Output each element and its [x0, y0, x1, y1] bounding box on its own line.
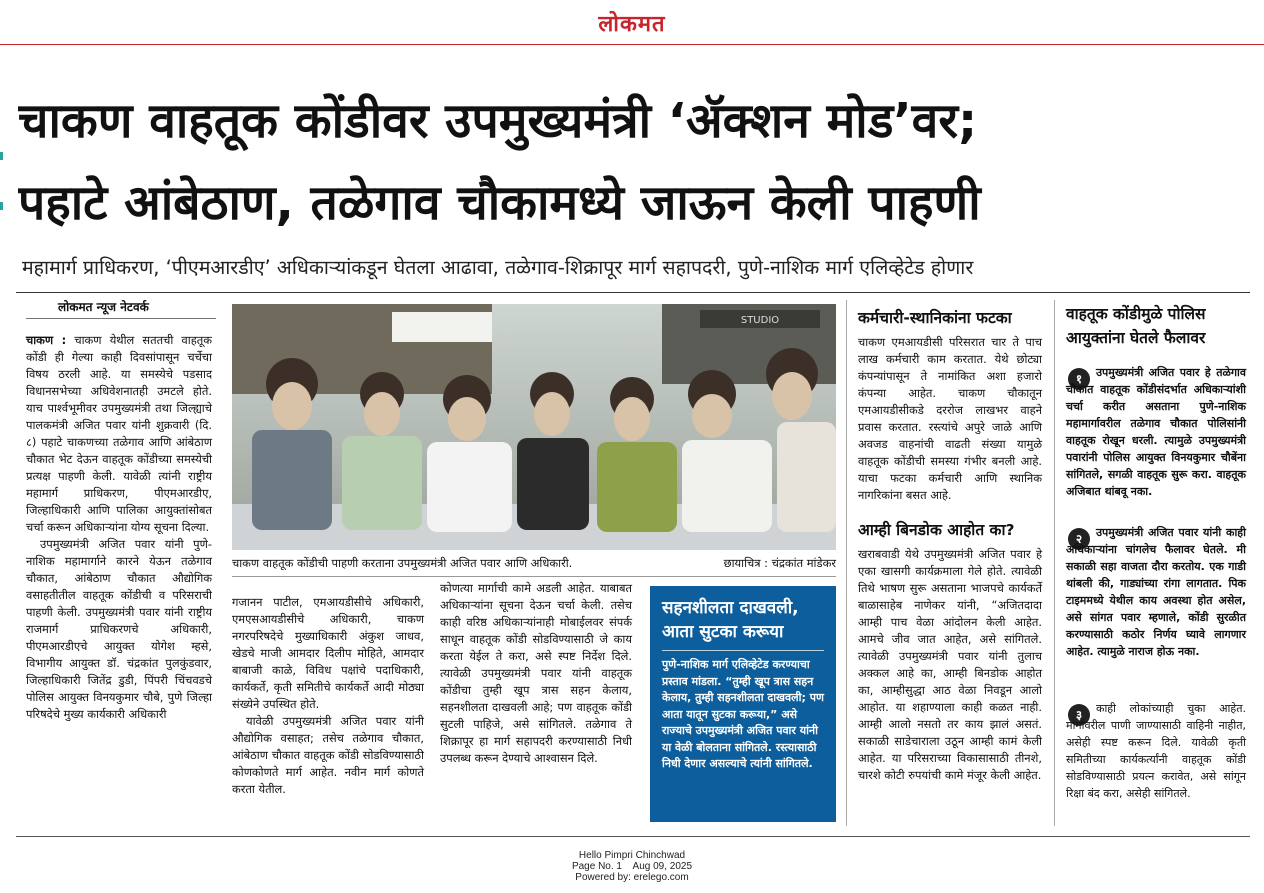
officials-inspection-image: [232, 304, 836, 550]
headline-line-2: पहाटे आंबेठाण, तळेगाव चौकामध्ये जाऊन केली पाहणी: [18, 175, 981, 231]
news-photo: [232, 304, 836, 550]
highlight-box-text: पुणे-नाशिक मार्ग एलिव्हेटेड करण्याचा प्रस्ताव मांडला. “तुम्ही खूप त्रास सहन केलाय, तुम्ही सहनशीलता दाखवली; पण आता यातून सुटका करूया,” असे राज्याचे उपमुख्यमंत्री अजित पवार यांनी या वेळी बोलताना सांगितले. रस्त्यासाठी निधी देणार असल्याचे त्यांनी सांगितले.: [662, 658, 824, 770]
caption-text: चाकण वाहतूक कोंडीची पाहणी करताना उपमुख्यमंत्री अजित पवार आणि अधिकारी.: [232, 556, 573, 570]
divider: [232, 576, 836, 577]
headline-line-1: चाकण वाहतूक कोंडीवर उपमुख्यमंत्री ‘ॲक्शन मोड’वर;: [18, 93, 978, 149]
article-paragraph: कोणत्या मार्गाची कामे अडली आहेत. याबाबत अधिकाऱ्यांना सूचना देऊन चर्चा केली. तसेच काही वरिष्ठ अधिकाऱ्यांनाही मोबाईलवर संपर्क साधून वाहतूक कोंडी सोडविण्यासाठी जे काय करता येईल ते करा, असे स्पष्ट निर्देश दिले. त्यावेळी उपमुख्यमंत्री पवार यांनी वाहतूक कोंडीचा तुम्ही खूप त्रास सहन केलाय, सहनशीलता दाखवली आहे; पण वाहतूक कोंडी सुटली पाहिजे, असे सांगितले. तळेगाव ते शिक्रापूर हा मार्ग सहापदरी करण्यासाठी निधी उपलब्ध करून देण्याचे आश्वासन दिले.: [440, 581, 632, 765]
edge-mark: [0, 152, 3, 160]
section-title: कर्मचारी-स्थानिकांना फटका: [858, 309, 1012, 327]
column-divider: [1054, 300, 1055, 826]
article-column-3: [440, 580, 632, 767]
numbered-point: उपमुख्यमंत्री अजित पवार यांनी काही अधिकाऱ्यांना चांगलेच फैलावर घेतले. मी सकाळी सहा वाजता दौरा करतोय. एक गाडी थांबली की, गाड्यांच्या रांगा लागतात. पिक टाइममध्ये येथील काय अवस्था होत असेल, असे सांगत पवार म्हणाले, कोंडी सुरळीत करण्यासाठी कठोर निर्णय घ्यावे लागणार आहेत. त्यामुळे नाराज होऊ नका.: [1066, 526, 1246, 658]
article-paragraph: गजानन पाटील, एमआयडीसीचे अधिकारी, एमएसआयडीसीचे अधिकारी, चाकण नगरपरिषदेचे मुख्याधिकारी अंकुश जाधव, खेडचे माजी आमदार दिलीप मोहिते, आमदार बाबाजी काळे, विविध पक्षांचे पदाधिकारी, कार्यकर्ते, कृती समितीचे कार्यकर्ते आदी मोठ्या संख्येने उपस्थित होते.: [232, 595, 424, 711]
article-paragraph: उपमुख्यमंत्री अजित पवार यांनी पुणे-नाशिक महामार्गाने कारने येऊन तळेगाव चौकात, आंबेठाण चौकात औद्योगिक वसाहतीतील वाहतूक कोंडीची व परिसराची पाहणी केली. उपमुख्यमंत्री पवार यांनी राष्ट्रीय राजमार्ग प्राधिकरणचे अधिकारी, पीएमआरडीएचे आयुक्त योगेश म्हसे, विभागीय आयुक्त डॉ. चंद्रकांत पुलकुंडवार, जिल्हाधिकारी जितेंद्र डुडी, पिंपरी चिंचवडचे पोलिस आयुक्त विनयकुमार चौबे, पुणे जिल्हा परिषदेचे मुख्य कार्यकारी अधिकारी: [26, 537, 212, 721]
numbered-point: उपमुख्यमंत्री अजित पवार हे तळेगाव चौकात वाहतूक कोंडीसंदर्भात अधिकाऱ्यांशी चर्चा करीत असताना पुणे-नाशिक महामार्गावरील तळेगाव चौकात पोलिसांनी वाहतूक रोखून धरली. त्यामुळे उपमुख्यमंत्री पवारांनी पोलिस आयुक्त विनयकुमार चौबेंना सांगितले, सगळी वाहतूक सुरू करा. वाहतूक अजिबात थांबवू नका.: [1066, 366, 1246, 498]
section-title: वाहतूक कोंडीमुळे पोलिस आयुक्तांना घेतले फैलावर: [1066, 305, 1206, 347]
article-paragraph: [26, 332, 212, 536]
article-paragraph: यावेळी उपमुख्यमंत्री अजित पवार यांनी औद्योगिक वसाहत; तसेच तळेगाव चौकात, आंबेठाण चौकात वाहतूक कोंडी सोडविण्यासाठी कोणकोणते मार्ग आहेत. नवीन मार्ग कोणते करता येतील.: [232, 714, 424, 796]
number-badge: १: [1068, 368, 1090, 390]
footer-page-date: Page No. 1 Aug 09, 2025: [571, 861, 693, 872]
highlight-box-title: सहनशीलता दाखवली, आता सुटका करूया: [662, 598, 799, 642]
photo-credit: छायाचित्र : चंद्रकांत मांडेकर: [723, 556, 836, 570]
lokmat-logo: लोकमत: [598, 12, 666, 37]
article-column-2: [232, 594, 424, 798]
footer-edition: Hello Pimpri Chinchwad: [578, 850, 686, 861]
footer-powered-by: Powered by: erelego.com: [575, 872, 689, 883]
edge-mark: [0, 202, 3, 210]
section-text: चाकण एमआयडीसी परिसरात चार ते पाच लाख कर्मचारी काम करतात. येथे छोट्या कंपन्यांपासून ते नामांकित अशा हजारो कंपन्या आहेत. चाकण चौकातून एमआयडीसीकडे दररोज लाखभर वाहने प्रवास करतात. रस्त्यांचे अपुरे जाळे आणि अवजड वाहनांची वाढती संख्या यामुळे वाहतूक कोंडीची समस्या गंभीर बनली आहे. याचा फटका कर्मचारी आणि स्थानिक नागरिकांना बसत आहे.: [858, 335, 1042, 502]
divider: [16, 836, 1250, 837]
numbered-point: काही लोकांच्याही चुका आहेत. मार्गावरील पाणी जाण्यासाठी वाहिनी नाहीत, असेही स्पष्ट करून दिले. यावेळी कृती समितीच्या कार्यकर्त्यांनी वाहतूक कोंडी सोडविण्यासाठी प्रयत्न करावेत, असे सांगून रिक्षा बंद करा, असेही सांगितले.: [1066, 702, 1246, 800]
dateline: चाकण :: [26, 333, 67, 347]
byline-divider: [26, 318, 216, 319]
shop-sign: STUDIO: [740, 315, 780, 326]
divider: [662, 650, 824, 651]
divider: [16, 292, 1250, 293]
highlight-box: [650, 586, 836, 822]
number-badge: २: [1068, 528, 1090, 550]
number-badge: ३: [1068, 704, 1090, 726]
photo-caption: [232, 556, 836, 571]
byline: लोकमत न्यूज नेटवर्क: [58, 300, 149, 314]
paragraph-text: चाकण येथील सततची वाहतूक कोंडी ही गेल्या काही दिवसांपासून चर्चेचा विषय ठरली आहे. या समस्येचे पडसाद विधानसभेच्या अधिवेशनातही उमटले होते. याच पार्श्वभूमीवर उपमुख्यमंत्री तथा जिल्ह्याचे पालकमंत्री अजित पवार यांनी शुक्रवारी (दि. ८) पहाटे चाकणच्या तळेगाव आणि आंबेठाण चौकात भेट देऊन वाहतूक कोंडीच्या समस्येची प्रत्यक्ष पाहणी केली. यावेळी त्यांनी राष्ट्रीय महामार्ग प्राधिकरण, पीएमआरडीए, जिल्हाधिकारी आणि पालिका आयुक्तांसोबत चर्चा करून अधिकाऱ्यांना योग्य सूचना दिल्या.: [26, 333, 212, 534]
section-text: खराबवाडी येथे उपमुख्यमंत्री अजित पवार हे एका खासगी कार्यक्रमाला गेले होते. त्यावेळी तिथे भाषण सुरू असताना भाजपचे कार्यकर्ते बाळासाहेब नाणेकर यांनी, “अजितदादा आम्ही पाच वेळा आंदोलन केली आहेत. आमचे जीव जात आहेत, असे सांगितले. त्यावेळी उपमुख्यमंत्री पवार यांनी तुलाच अक्कल आहे का, आम्ही बिनडोक आहोत का, आम्हीसुद्धा आठ वेळा निवडून आलो आहोत. या शहाण्याला काही कळत नाही. आम्ही आलो नसतो तर काय झालं असतं. सकाळी साडेचाराला उठून आम्ही कामं केली आहेत. या परिसराच्या विकासासाठी तीनशे, चारशे कोटी रुपयांची कामे मंजूर केली आहेत.: [858, 547, 1042, 782]
page-footer: [0, 850, 1264, 883]
column-divider: [846, 300, 847, 826]
section-title: आम्ही बिनडोक आहोत का?: [858, 521, 1015, 539]
article-column-1: [26, 332, 212, 723]
subheadline: महामार्ग प्राधिकरण, ‘पीएमआरडीए’ अधिकाऱ्यांकडून घेतला आढावा, तळेगाव-शिक्रापूर मार्ग सहापदरी, पुणे-नाशिक मार्ग एलिव्हेटेड होणार: [22, 256, 974, 279]
